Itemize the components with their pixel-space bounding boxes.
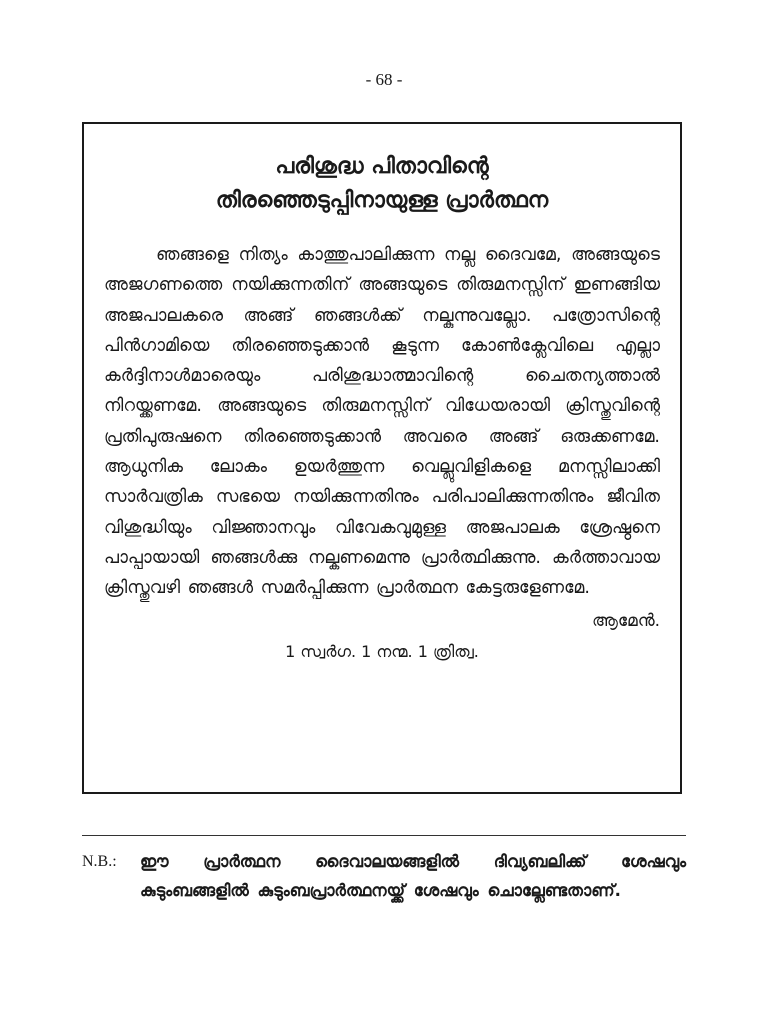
footnote-text: ഈ പ്രാർത്ഥന ദൈവാലയങ്ങളിൽ ദിവ്യബലിക്ക് ശേഷവും കുടുംബങ്ങളിൽ കുടുംബപ്രാർത്ഥനയ്ക്ക് ശേഷവും ചൊല്ലേണ്ടതാണ്. xyxy=(140,852,686,900)
prayer-box xyxy=(82,122,682,794)
prayer-title-line-1: പരിശുദ്ധ പിതാവിന്റെ xyxy=(275,154,489,179)
prayer-body: ഞങ്ങളെ നിത്യം കാത്തുപാലിക്കുന്ന നല്ല ദൈവമേ, അങ്ങയുടെ അജഗണത്തെ നയിക്കുന്നതിന് അങ്ങയുടെ തിരുമനസ്സിന് ഇണങ്ങിയ അജപാലകരെ അങ്ങ് ഞങ്ങൾക്ക് നല്കുന്നുവല്ലോ. പത്രോസിന്റെ പിൻഗാമിയെ തിരഞ്ഞെടുക്കാൻ കൂടുന്ന കോൺക്ലേവിലെ എല്ലാ കർദ്ദിനാൾമാരെയും പരിശുദ്ധാത്മാവിന്റെ ചൈതന്യത്താൽ നിറയ്ക്കണമേ. അങ്ങയുടെ തിരുമനസ്സിന് വിധേയരായി ക്രിസ്തുവിന്റെ പ്രതിപുരുഷനെ തിരഞ്ഞെടുക്കാൻ അവരെ അങ്ങ് ഒരുക്കണമേ. ആധുനിക ലോകം ഉയർത്തുന്ന വെല്ലുവിളികളെ മനസ്സിലാക്കി സാർവത്രിക സഭയെ നയിക്കുന്നതിനും പരിപാലിക്കുന്നതിനും ജീവിത വിശുദ്ധിയും വിജ്ഞാനവും വിവേകവുമുള്ള അജപാലക ശ്രേഷ്ഠനെ പാപ്പായായി ഞങ്ങൾക്കു നല്കണമെന്നു പ്രാർത്ഥിക്കുന്നു. കർത്താവായ ക്രിസ്തുവഴി ഞങ്ങൾ സമർപ്പിക്കുന്ന പ്രാർത്ഥന കേട്ടരുളേണമേ. xyxy=(104,245,660,599)
prayer-amen: ആമേൻ. xyxy=(592,610,660,631)
prayer-closing: 1 സ്വർഗ. 1 നന്മ. 1 ത്രിത്വ. xyxy=(285,641,479,661)
footnote-divider xyxy=(82,835,686,836)
prayer-title-line-2: തിരഞ്ഞെടുപ്പിനായുള്ള പ്രാർത്ഥന xyxy=(215,188,549,213)
footnote-label: N.B.: xyxy=(82,853,117,870)
prayer-title xyxy=(104,150,660,218)
footnote xyxy=(82,847,686,905)
page-number: - 68 - xyxy=(365,70,403,89)
